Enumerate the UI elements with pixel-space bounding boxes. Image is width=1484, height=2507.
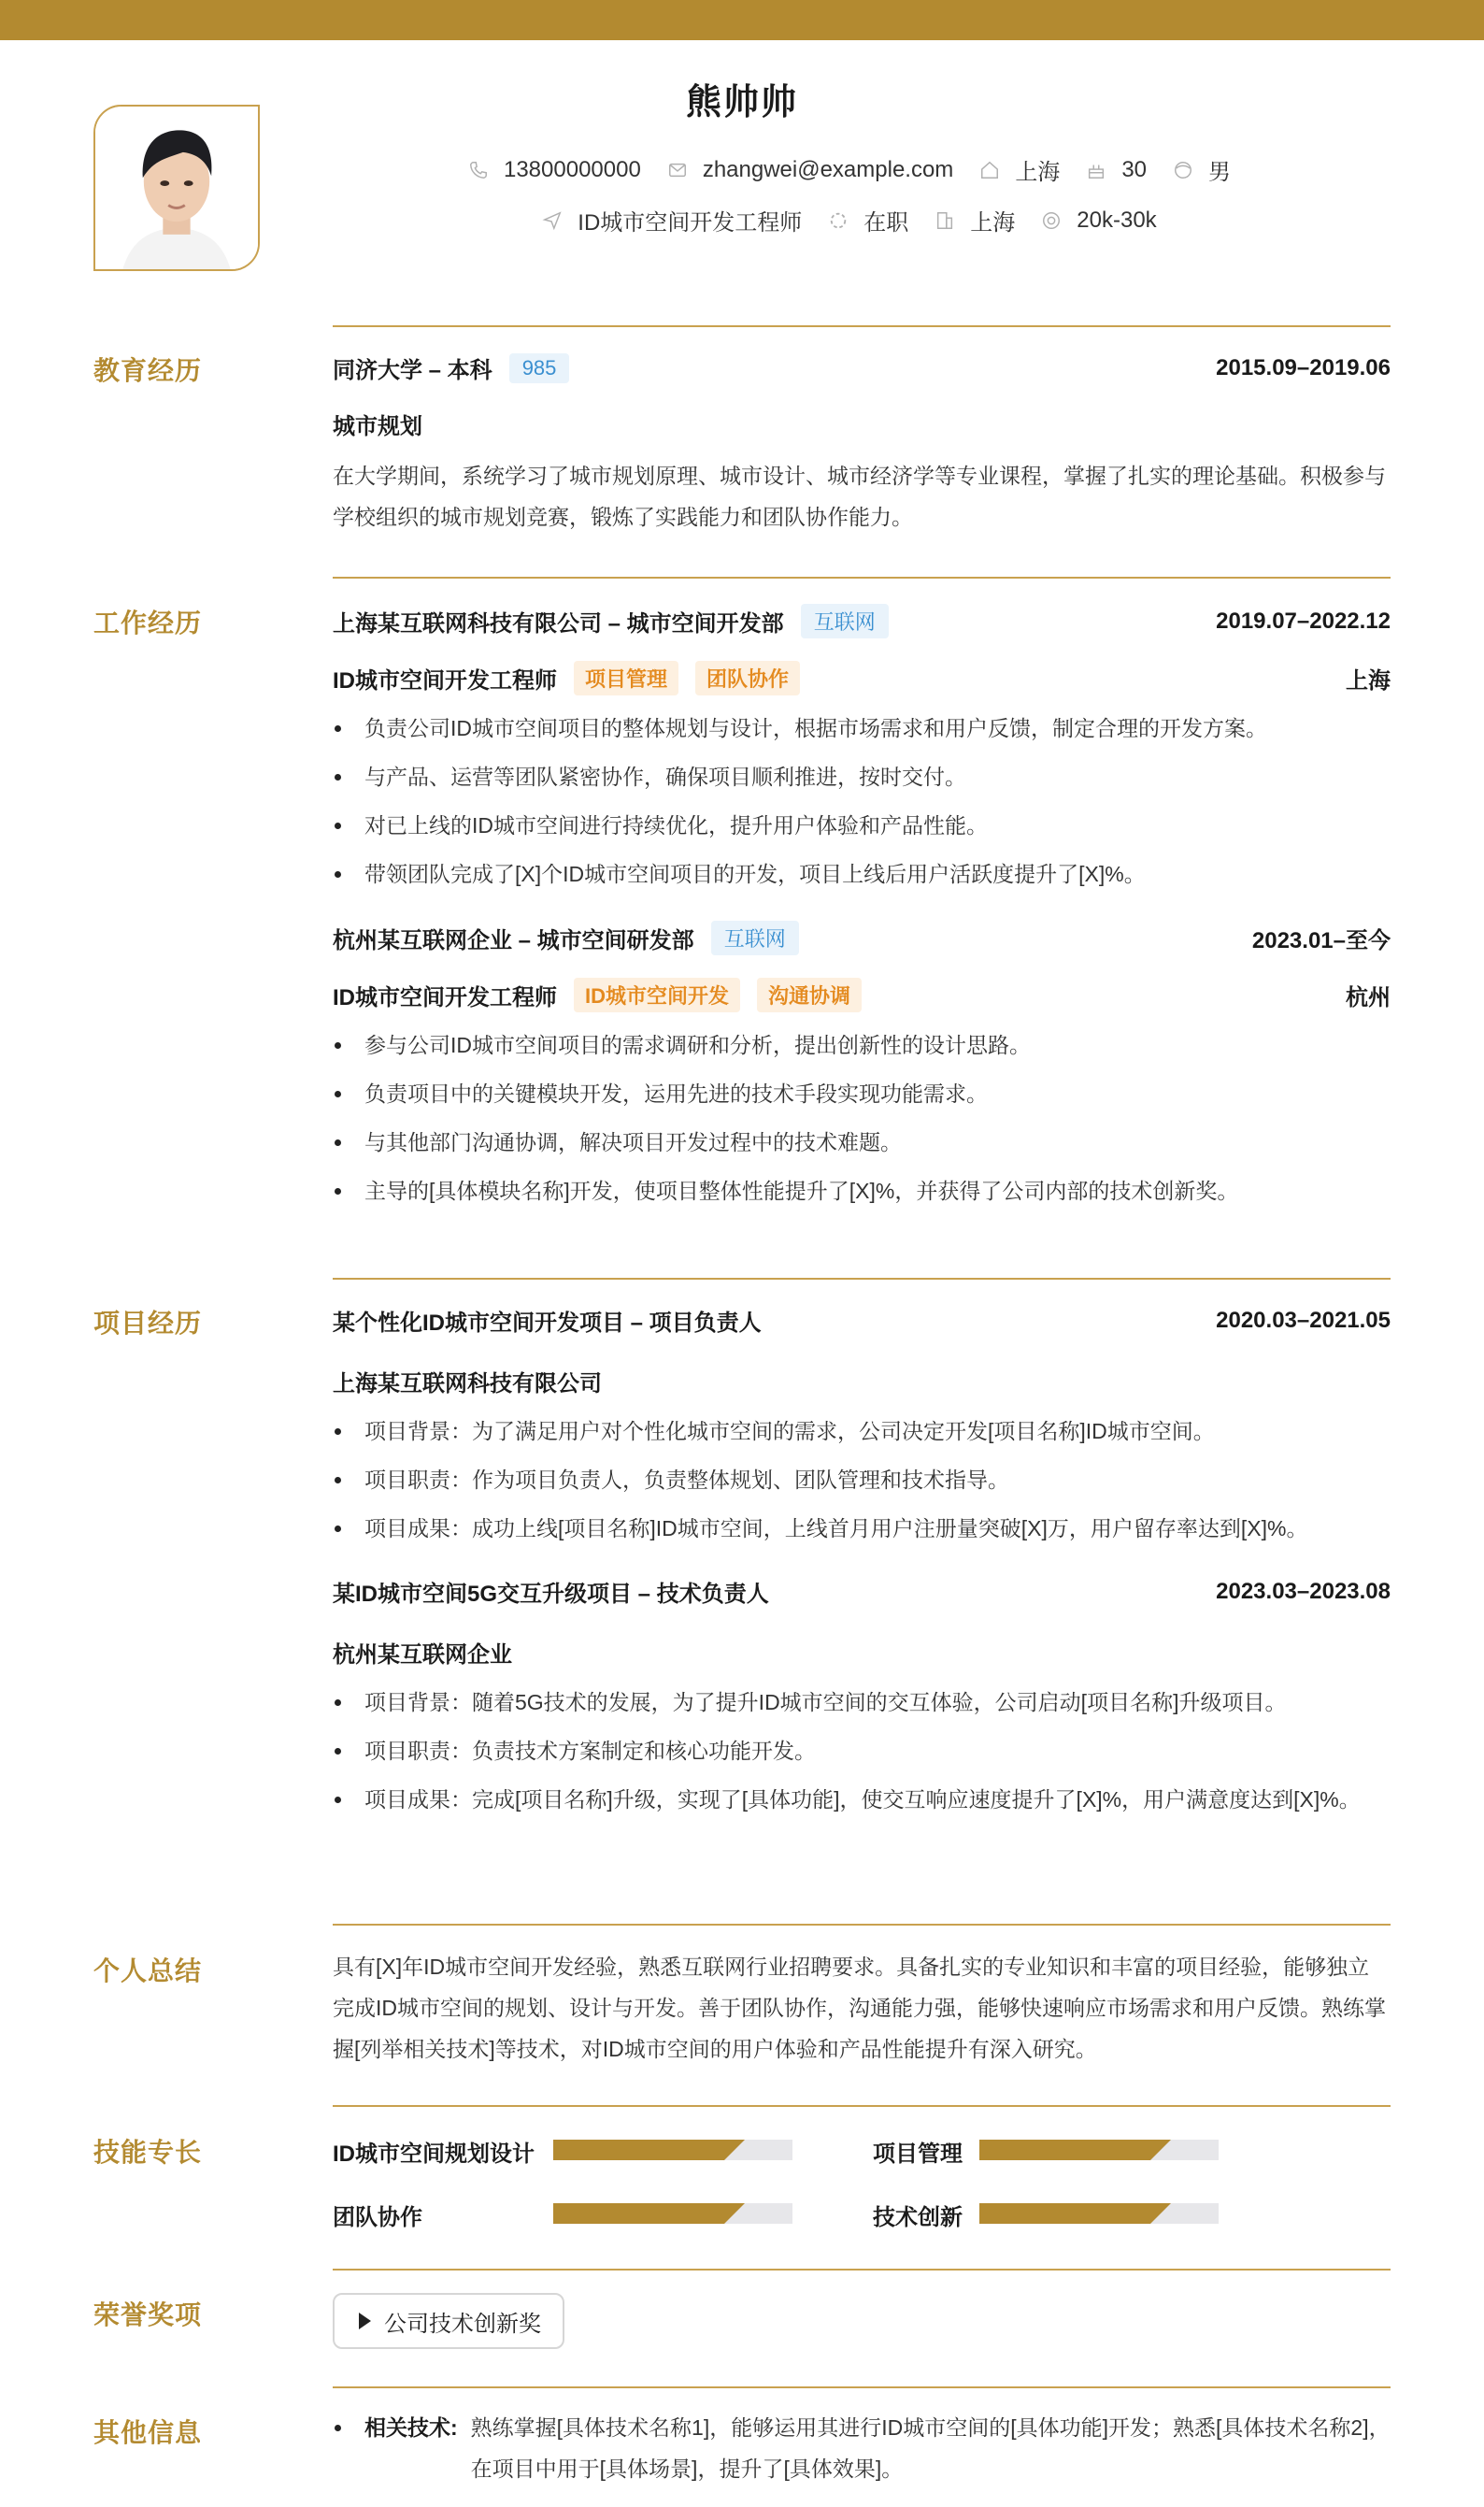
coin-icon [1041,210,1062,231]
avatar-portrait [95,107,258,269]
candidate-name: 熊帅帅 [685,83,798,122]
status-text: 在职 [863,210,909,236]
skill-tag: 项目管理 [574,661,678,695]
divider [333,2386,1391,2388]
project-company: 杭州某互联网企业 [333,1642,512,1668]
work-header [333,921,1391,955]
age-item [1086,157,1147,183]
work-header [333,604,1391,638]
list-item: 主导的[具体模块名称]开发，使项目整体性能提升了[X]%，并获得了公司内部的技术创新奖。 [333,1170,1391,1211]
projects-section [333,1304,1391,1827]
send-icon [542,210,563,231]
list-item: 项目成果：成功上线[项目名称]ID城市空间，上线首月用户注册量突破[X]万，用户留存率达到[X]%。 [333,1508,1391,1549]
education-date: 2015.09–2019.06 [1216,354,1391,380]
job-intent-row [0,204,1484,236]
building-icon [935,210,955,231]
gender-text: 男 [1208,160,1232,185]
skill-name: ID城市空间规划设计 [333,2142,535,2167]
skill-bar-fill [553,2140,724,2160]
avatar [93,105,260,271]
work-item [333,604,1391,895]
project-bullets [333,1682,1391,1820]
list-item: 与产品、运营等团队紧密协作，确保项目顺利推进，按时交付。 [333,756,1391,797]
other-label: 相关技术: [364,2415,458,2440]
role-row [333,978,1391,1012]
skill-bar [553,2140,792,2160]
list-item: 负责项目中的关键模块开发，运用先进的技术手段实现功能需求。 [333,1073,1391,1114]
skill-bar [979,2203,1219,2224]
project-item [333,1575,1391,1820]
list-item: 参与公司ID城市空间项目的需求调研和分析，提出创新性的设计思路。 [333,1024,1391,1066]
school-tag: 985 [509,353,570,383]
list-item: 对已上线的ID城市空间进行持续优化，提升用户体验和产品性能。 [333,805,1391,846]
city-item [979,153,1060,186]
summary-text: 具有[X]年ID城市空间开发经验，熟悉互联网行业招聘要求。具备扎实的专业知识和丰富的项目经验，能够独立完成ID城市空间的规划、设计与开发。善于团队协作，沟通能力强，能够快速响应市场需求和用户反馈。熟练掌握[列举相关技术]等技术，对ID城市空间的用户体验和产品性能提升有深入研究。 [333,1955,1386,2061]
company-name: 上海某互联网科技有限公司 – 城市空间开发部 [333,611,784,637]
list-item: 与其他部门沟通协调，解决项目开发过程中的技术难题。 [333,1122,1391,1163]
project-name: 某ID城市空间5G交互升级项目 – 技术负责人 [333,1582,769,1607]
section-title-awards: 荣誉奖项 [93,2300,203,2329]
major-row [333,408,1391,440]
divider [333,325,1391,327]
position-item [542,204,802,236]
list-item: 项目职责：作为项目负责人，负责整体规划、团队管理和技术指导。 [333,1459,1391,1500]
major-name: 城市规划 [333,414,422,439]
city-text: 上海 [1015,160,1061,185]
status-item [828,204,908,236]
gender-item [1173,153,1231,186]
project-header [333,1304,1391,1337]
project-header [333,1575,1391,1608]
project-name: 某个性化ID城市空间开发项目 – 项目负责人 [333,1311,762,1336]
role-name: ID城市空间开发工程师 [333,985,557,1010]
school-name: 同济大学 – 本科 [333,358,492,383]
work-section [333,604,1391,1219]
salary-item [1041,208,1156,234]
position-text: ID城市空间开发工程师 [578,210,803,236]
other-bullets [333,2407,1391,2489]
caret-right-icon [359,2313,371,2329]
project-date: 2020.03–2021.05 [1216,1307,1391,1333]
skill-bar-fill [979,2203,1150,2224]
education-header [333,351,1391,384]
list-item: 项目背景：随着5G技术的发展，为了提升ID城市空间的交互体验，公司启动[项目名称]升级项目。 [333,1682,1391,1723]
list-item: 项目背景：为了满足用户对个性化城市空间的需求，公司决定开发[项目名称]ID城市空间。 [333,1411,1391,1452]
divider [333,1924,1391,1926]
section-title-summary: 个人总结 [93,1956,203,1985]
project-company: 上海某互联网科技有限公司 [333,1371,602,1397]
work-city-text: 上海 [970,210,1016,236]
skill-bar-fill [553,2203,724,2224]
work-date: 2023.01–至今 [1251,928,1391,953]
work-date: 2019.07–2022.12 [1216,608,1391,634]
list-item: 带领团队完成了[X]个ID城市空间项目的开发，项目上线后用户活跃度提升了[X]%。 [333,853,1391,895]
role-row [333,661,1391,695]
home-icon [979,160,1000,180]
company-name: 杭州某互联网企业 – 城市空间研发部 [333,928,694,953]
work-bullets [333,708,1391,895]
skill-tag: 团队协作 [695,661,800,695]
list-item: 负责公司ID城市空间项目的整体规划与设计，根据市场需求和用户反馈，制定合理的开发方案。 [333,708,1391,749]
section-title-projects: 项目经历 [93,1309,203,1338]
contact-row [0,153,1484,186]
skill-tag: 沟通协调 [757,978,862,1012]
project-company-row [333,1636,1391,1669]
project-item [333,1304,1391,1549]
work-location: 上海 [1346,668,1391,694]
project-bullets [333,1411,1391,1549]
award-label: 公司技术创新奖 [384,2311,541,2337]
salary-text: 20k-30k [1077,207,1157,233]
skill-bar [979,2140,1219,2160]
work-city-item [935,204,1015,236]
work-item [333,921,1391,1211]
section-title-skills: 技能专长 [93,2138,203,2167]
section-title-work: 工作经历 [93,609,203,637]
work-bullets [333,1024,1391,1211]
list-item: 项目职责：负责技术方案制定和核心功能开发。 [333,1730,1391,1771]
industry-tag: 互联网 [711,921,799,955]
divider [333,2269,1391,2271]
phone-text: 13800000000 [503,156,641,182]
phone-item [468,157,641,183]
divider [333,577,1391,579]
skill-tag: ID城市空间开发 [574,978,740,1012]
list-item: 项目成果：完成[项目名称]升级，实现了[具体功能]，使交互响应速度提升了[X]%，用户满意度达到[X]%。 [333,1779,1391,1820]
section-title-other: 其他信息 [93,2418,203,2447]
skill-name: 技术创新 [873,2205,963,2230]
skill-name: 项目管理 [873,2142,963,2167]
award-toggle-button[interactable] [333,2293,564,2349]
section-title-education: 教育经历 [93,356,203,385]
education-section [333,351,1391,537]
project-date: 2023.03–2023.08 [1216,1578,1391,1604]
divider [333,2105,1391,2107]
email-icon [667,160,688,180]
skill-bar [553,2203,792,2224]
work-location: 杭州 [1346,985,1391,1010]
summary-section [333,1946,1391,2070]
user-face-icon [1173,160,1193,180]
project-company-row [333,1365,1391,1397]
age-text: 30 [1121,156,1148,182]
other-text: 熟练掌握[具体技术名称1]，能够运用其进行ID城市空间的[具体功能]开发；熟悉[具体技术名称2]，在项目中用于[具体场景]，提升了[具体效果]。 [470,2415,1391,2481]
email-text: zhangwei@example.com [702,156,954,182]
top-accent-bar [0,0,1484,40]
education-description: 在大学期间，系统学习了城市规划原理、城市设计、城市经济学等专业课程，掌握了扎实的理论基础。积极参与学校组织的城市规划竞赛，锻炼了实践能力和团队协作能力。 [333,464,1386,529]
phone-icon [468,160,489,180]
skill-name: 团队协作 [333,2205,422,2230]
divider [333,1278,1391,1280]
industry-tag: 互联网 [801,604,889,638]
email-item [667,157,954,183]
role-name: ID城市空间开发工程师 [333,668,557,694]
status-icon [828,210,849,231]
list-item [333,2407,1391,2489]
skill-bar-fill [979,2140,1150,2160]
cake-icon [1086,160,1106,180]
other-section [333,2407,1391,2497]
